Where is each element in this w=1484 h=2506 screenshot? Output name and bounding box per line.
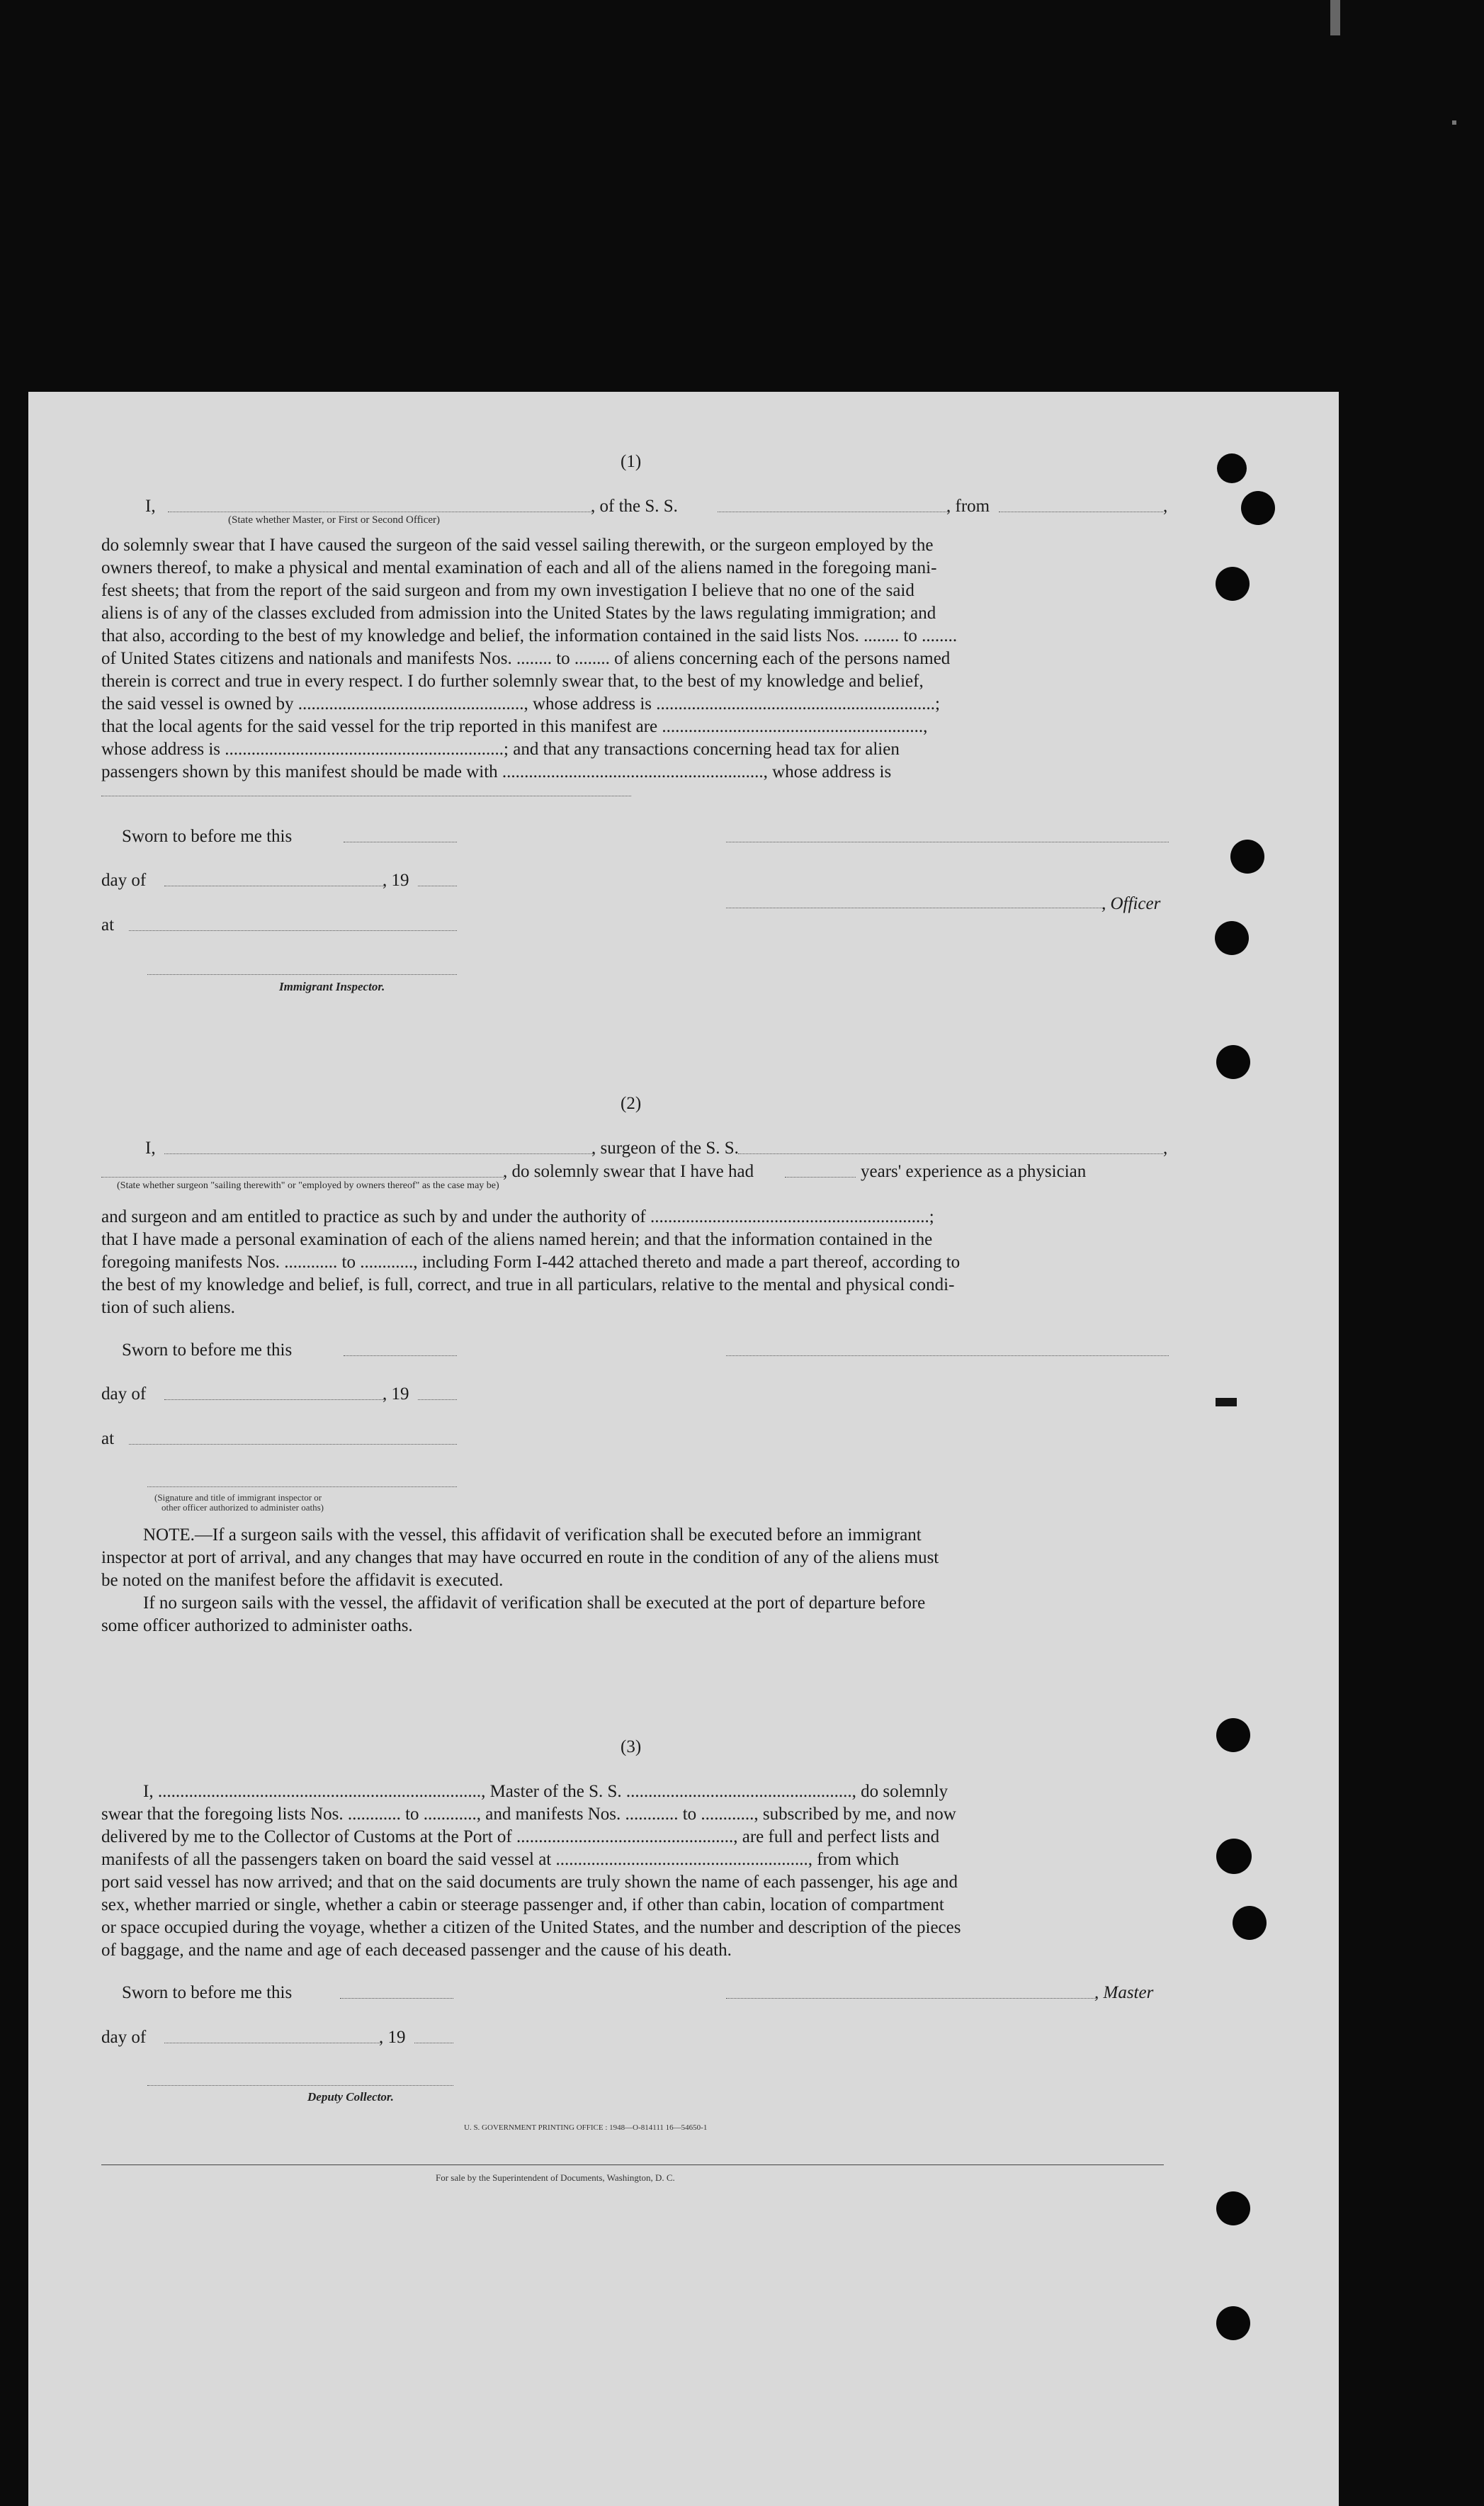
- signature-note-2: other officer authorized to administer oaths): [162, 1502, 324, 1513]
- punch-hole: [1230, 840, 1264, 874]
- year-field-2[interactable]: [418, 1399, 457, 1400]
- punch-hole: [1216, 2306, 1250, 2340]
- line-comma: ,: [1163, 497, 1168, 516]
- note-line-3: be noted on the manifest before the affidavit is executed.: [101, 1571, 504, 1590]
- oath-line-6: of United States citizens and nationals and manifests Nos. ........ to ........ of aliens concerning each of the persons named: [101, 649, 951, 668]
- surgeon-status-note: (State whether surgeon "sailing therewith" or "employed by owners thereof" as the case may be): [117, 1180, 499, 1191]
- master-line-2: swear that the foregoing lists Nos. ............ to ............, and manifests Nos. ............ to ............, subscribed by me, and now: [101, 1805, 956, 1824]
- master-signature-field[interactable]: [726, 1998, 1096, 1999]
- scan-artifact: [1452, 120, 1456, 125]
- surgeon-status-field[interactable]: [101, 1177, 504, 1178]
- signature-note-1: (Signature and title of immigrant inspector or: [154, 1492, 322, 1503]
- of-ss-label: , of the S. S.: [591, 497, 678, 516]
- deputy-caption: Deputy Collector.: [307, 2090, 394, 2104]
- day-of-label-1: day of: [101, 871, 147, 890]
- sworn-date-field-3[interactable]: [340, 1998, 453, 1999]
- oath-line-2: owners thereof, to make a physical and mental examination of each and all of the aliens named in the foregoing mani-: [101, 558, 937, 577]
- punch-hole: [1233, 1906, 1267, 1940]
- day-of-field-2[interactable]: [164, 1399, 384, 1400]
- at-label-1: at: [101, 915, 115, 935]
- section-3-heading: (3): [621, 1737, 642, 1756]
- punch-hole: [1215, 921, 1249, 955]
- surgeon-line-5: tion of such aliens.: [101, 1298, 235, 1317]
- master-line-5: port said vessel has now arrived; and that on the said documents are truly shown the name of each passenger, his age and: [101, 1873, 958, 1892]
- master-line-8: of baggage, and the name and age of each deceased passenger and the cause of his death.: [101, 1941, 732, 1960]
- punch-hole: [1216, 1718, 1250, 1752]
- punch-hole: [1216, 1839, 1252, 1874]
- oath-line-4: aliens is of any of the classes excluded from admission into the United States by the laws regulating immigration; and: [101, 604, 936, 623]
- year-label-3: , 19: [379, 2028, 406, 2047]
- sworn-label-3: Sworn to before me this: [122, 1983, 293, 2002]
- sworn-label-1: Sworn to before me this: [122, 827, 293, 846]
- at-field-2[interactable]: [129, 1444, 457, 1445]
- section-2-heading: (2): [621, 1094, 642, 1113]
- day-of-label-2: day of: [101, 1384, 147, 1404]
- deputy-signature-field[interactable]: [147, 2085, 453, 2086]
- oath-line-5: that also, according to the best of my knowledge and belief, the information contained in the said lists Nos. ........ to ........: [101, 626, 958, 645]
- oath-line-10: whose address is ...............................................................; and that any transactions concerning head tax for alien: [101, 740, 900, 759]
- scan-artifact: [1216, 1398, 1237, 1406]
- surgeon-swear-label: , do solemnly swear that I have had: [503, 1162, 754, 1181]
- master-line-7: or space occupied during the voyage, whether a citizen of the United States, and the number and description of the pieces: [101, 1918, 961, 1937]
- punch-hole: [1216, 567, 1250, 601]
- oath-line-1: do solemnly swear that I have caused the surgeon of the said vessel sailing therewith, or the surgeon employed by the: [101, 536, 934, 555]
- for-sale-line: For sale by the Superintendent of Documents, Washington, D. C.: [436, 2172, 675, 2183]
- authorized-officer-signature-field[interactable]: [147, 1486, 457, 1487]
- officer-rank-note: (State whether Master, or First or Second Officer): [228, 514, 441, 526]
- note-line-2: inspector at port of arrival, and any changes that may have occurred en route in the condition of any of the aliens must: [101, 1548, 939, 1567]
- years-label: years' experience as a physician: [861, 1162, 1087, 1181]
- master-line-4: manifests of all the passengers taken on board the said vessel at ........................................................., from which: [101, 1850, 900, 1869]
- surgeon-line-4: the best of my knowledge and belief, is full, correct, and true in all particulars, relative to the mental and physical condi-: [101, 1275, 955, 1294]
- punch-hole: [1217, 453, 1247, 483]
- oath-line-9: that the local agents for the said vessel for the trip reported in this manifest are ...........................................................,: [101, 717, 928, 736]
- print-office-line: U. S. GOVERNMENT PRINTING OFFICE : 1948—O-814111 16—54650-1: [464, 2123, 708, 2132]
- master-caption: , Master: [1094, 1983, 1154, 2002]
- surgeon-of-label: , surgeon of the S. S.: [591, 1139, 739, 1158]
- from-label: , from: [946, 497, 990, 516]
- officer-intro: I,: [145, 497, 156, 516]
- day-of-label-3: day of: [101, 2028, 147, 2047]
- officer-caption: , Officer: [1101, 894, 1161, 913]
- master-line-1: I, ........................................................................., Master of the S. S. ..................................................., do solemnly: [143, 1782, 948, 1801]
- section-1-heading: (1): [621, 452, 642, 471]
- inspector-caption: Immigrant Inspector.: [279, 980, 385, 993]
- surgeon-name-field[interactable]: [164, 1153, 593, 1154]
- oath-line-11: passengers shown by this manifest should be made with ..........................................................., whose address is: [101, 762, 892, 781]
- oath-line-8: the said vessel is owned by ..................................................., whose address is ...............................................................;: [101, 694, 940, 713]
- at-label-2: at: [101, 1429, 115, 1448]
- sworn-label-2: Sworn to before me this: [122, 1341, 293, 1360]
- year-label-1: , 19: [383, 871, 409, 890]
- master-line-6: sex, whether married or single, whether a cabin or steerage passenger and, if other than cabin, location of compartment: [101, 1895, 944, 1914]
- note-line-5: some officer authorized to administer oaths.: [101, 1616, 413, 1635]
- master-line-3: delivered by me to the Collector of Customs at the Port of ................................................., are full and perfect lists and: [101, 1827, 940, 1846]
- surgeon-line-2: that I have made a personal examination of each of the aliens named herein; and that the information contained in the: [101, 1230, 933, 1249]
- oath-line-3: fest sheets; that from the report of the said surgeon and from my own investigation I believe that no one of the said: [101, 581, 914, 600]
- scan-artifact: [1330, 0, 1340, 35]
- footer-rule: [101, 2164, 1164, 2165]
- note-line-4: If no surgeon sails with the vessel, the affidavit of verification shall be executed at the port of departure before: [143, 1593, 926, 1613]
- note-line-1: NOTE.—If a surgeon sails with the vessel, this affidavit of verification shall be executed before an immigrant: [143, 1525, 922, 1545]
- surgeon-comma: ,: [1163, 1139, 1168, 1158]
- years-experience-field[interactable]: [785, 1177, 856, 1178]
- surgeon-vessel-field[interactable]: [738, 1153, 1163, 1154]
- punch-hole: [1216, 1045, 1250, 1079]
- year-label-2: , 19: [383, 1384, 409, 1404]
- surgeon-line-3: foregoing manifests Nos. ............ to ............, including Form I-442 attached thereto and made a part thereof, according to: [101, 1253, 961, 1272]
- inspector-signature-field[interactable]: [147, 974, 457, 975]
- punch-hole: [1241, 491, 1275, 525]
- surgeon-signature-field[interactable]: [726, 1355, 1169, 1356]
- surgeon-line-1: and surgeon and am entitled to practice as such by and under the authority of ...............................................................;: [101, 1207, 934, 1226]
- oath-line-7: therein is correct and true in every respect. I do further solemnly swear that, to the best of my knowledge and belief,: [101, 672, 924, 691]
- sworn-date-field-2[interactable]: [344, 1355, 457, 1356]
- surgeon-intro: I,: [145, 1139, 156, 1158]
- at-field-1[interactable]: [129, 930, 457, 931]
- punch-hole: [1216, 2191, 1250, 2225]
